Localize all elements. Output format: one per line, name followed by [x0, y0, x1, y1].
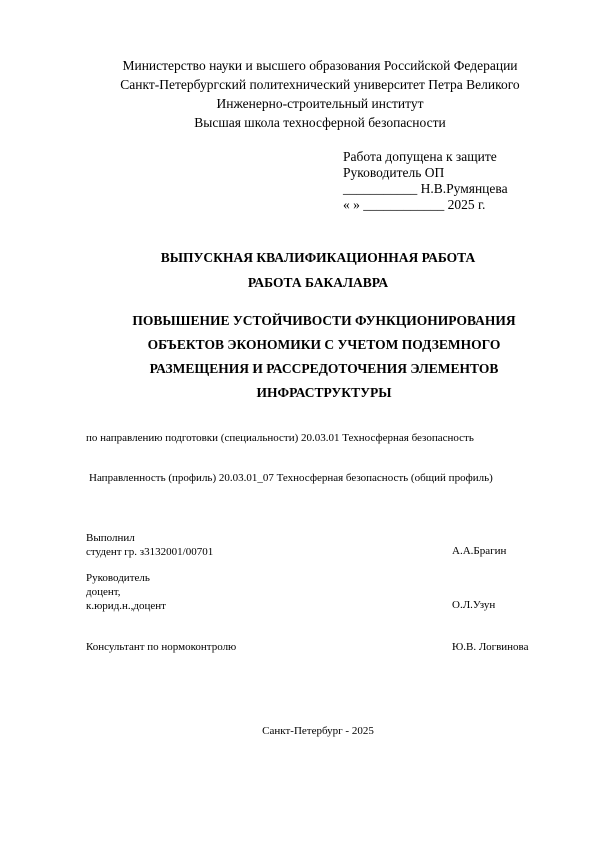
author-block — [86, 531, 213, 559]
supervisor-position: доцент, — [86, 586, 121, 598]
author-name: А.А.Брагин — [452, 545, 507, 557]
title-line: РАЗМЕЩЕНИЯ И РАССРЕДОТОЧЕНИЯ ЭЛЕМЕНТОВ — [149, 361, 499, 376]
university-line: Санкт-Петербургский политехнический университет Петра Великого — [120, 77, 520, 92]
thesis-title — [0, 309, 595, 405]
school-line: Высшая школа техносферной безопасности — [194, 115, 446, 130]
signature-line — [343, 181, 508, 197]
city-year: Санкт-Петербург - 2025 — [262, 725, 374, 737]
approval-line: Работа допущена к защите — [343, 149, 497, 164]
author-role: Выполнил — [86, 532, 135, 544]
work-type-line: ВЫПУСКНАЯ КВАЛИФИКАЦИОННАЯ РАБОТА — [160, 250, 476, 265]
institute-line: Инженерно-строительный институт — [216, 96, 424, 111]
supervisor-role: Руководитель — [86, 572, 150, 584]
consultant-role: Консультант по нормоконтролю — [86, 641, 237, 653]
approval-date: « » ____________ 2025 г. — [343, 197, 486, 212]
title-line: ПОВЫШЕНИЕ УСТОЙЧИВОСТИ ФУНКЦИОНИРОВАНИЯ — [132, 313, 516, 328]
supervisor-name: О.Л.Узун — [452, 599, 496, 611]
institution-header — [0, 56, 595, 132]
work-type — [0, 245, 595, 295]
title-line: ИНФРАСТРУКТУРЫ — [256, 385, 392, 400]
supervisor-degree: к.юрид.н.,доцент — [86, 600, 166, 612]
title-line: ОБЪЕКТОВ ЭКОНОМИКИ С УЧЕТОМ ПОДЗЕМНОГО — [147, 337, 501, 352]
approval-block — [343, 149, 508, 213]
degree-line: РАБОТА БАКАЛАВРА — [247, 275, 389, 290]
author-group: студент гр. з3132001/00701 — [86, 546, 214, 558]
consultant-name: Ю.В. Логвинова — [452, 641, 529, 653]
supervisor-block — [86, 571, 166, 613]
ministry-line: Министерство науки и высшего образования Российской Федерации — [122, 58, 518, 73]
signature-blank: ___________ — [343, 181, 418, 196]
program-head-name: Н.В.Румянцева — [420, 181, 508, 196]
program-head-label: Руководитель ОП — [343, 165, 445, 180]
study-profile: Направленность (профиль) 20.03.01_07 Техносферная безопасность (общий профиль) — [89, 472, 493, 484]
study-direction: по направлению подготовки (специальности) 20.03.01 Техносферная безопасность — [86, 432, 474, 444]
